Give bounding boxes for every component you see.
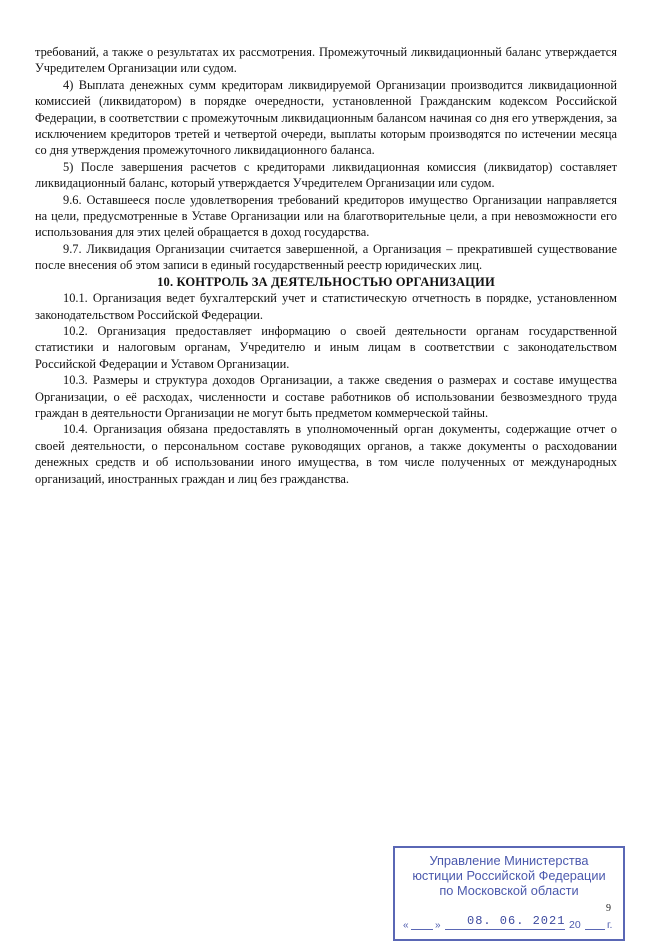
paragraph-9-7: 9.7. Ликвидация Организации считается завершенной, а Организация – прекратившей существование после внесения об этом записи в единый государственный реестр юридических лиц. — [35, 241, 617, 273]
page-number: 9 — [606, 903, 611, 914]
paragraph-item-5: 5) После завершения расчетов с кредиторами ликвидационная комиссия (ликвидатор) составляет ликвидационный баланс, который утверждается Учредителем Организации или судом. — [35, 159, 617, 191]
stamp-month-blank — [445, 929, 565, 930]
paragraph-10-2: 10.2. Организация предоставляет информацию о своей деятельности органам государственной статистики и налоговым органам, Учредителю и иным лицам в соответствии с законодательством Российской Федерации и Уставом Организации. — [35, 323, 617, 371]
stamp-line-3: по Московской области — [439, 883, 579, 898]
stamp-line-1: Управление Министерства — [429, 853, 589, 868]
registration-stamp — [393, 846, 625, 941]
stamp-day-blank — [411, 929, 433, 930]
section-heading: 10. КОНТРОЛЬ ЗА ДЕЯТЕЛЬНОСТЬЮ ОРГАНИЗАЦИИ — [157, 274, 495, 289]
paragraph-item-4: 4) Выплата денежных сумм кредиторам ликвидируемой Организации производится ликвидационной комиссией (ликвидатором) в порядке очередности, установленной Гражданским кодексом Российской Федерации, в соответствии с промежуточным ликвидационным балансом начиная со дня его утверждения, за исключением кредиторов третей и четвертой очереди, выплаты которым производятся по истечении месяца со дня утверждения промежуточного ликвидационного баланса. — [35, 77, 617, 158]
stamp-line-2: юстиции Российской Федерации — [412, 868, 606, 883]
stamp-quote-open: « — [403, 920, 409, 931]
stamp-date-value: 08. 06. 2021 — [467, 914, 566, 928]
stamp-year-suffix: г. — [607, 919, 613, 931]
paragraph-10-3: 10.3. Размеры и структура доходов Организации, а также сведения о размерах и составе имущества Организации, о её расходах, численности и составе работников об использовании безвозмездного труда граждан в деятельности Организации не могут быть предметом коммерческой тайны. — [35, 373, 617, 420]
stamp-year-blank — [585, 929, 605, 930]
stamp-quote-close: » — [435, 920, 441, 931]
paragraph-9-6: 9.6. Оставшееся после удовлетворения требований кредиторов имущество Организации направляется на цели, предусмотренные в Уставе Организации или на благотворительные цели, а при невозможности его использования для этих целей обращается в доход государства. — [35, 192, 617, 240]
paragraph-10-1: 10.1. Организация ведет бухгалтерский учет и статистическую отчетность в порядке, установленном законодательством Российской Федерации. — [35, 291, 617, 322]
paragraph-continued: требований, а также о результатах их рассмотрения. Промежуточный ликвидационный баланс утверждается Учредителем Организации или судом. — [35, 45, 617, 76]
stamp-year-prefix: 20 — [569, 919, 581, 931]
stamp-date-row — [401, 911, 617, 933]
document-body — [35, 44, 617, 487]
paragraph-10-4: 10.4. Организация обязана предоставлять в уполномоченный орган документы, содержащие отчет о своей деятельности, о персональном составе руководящих органов, а также документы о расходовании денежных средств и об использовании иного имущества, в том числе полученных от международных организаций, иностранных граждан и лиц без гражданства. — [35, 422, 617, 486]
